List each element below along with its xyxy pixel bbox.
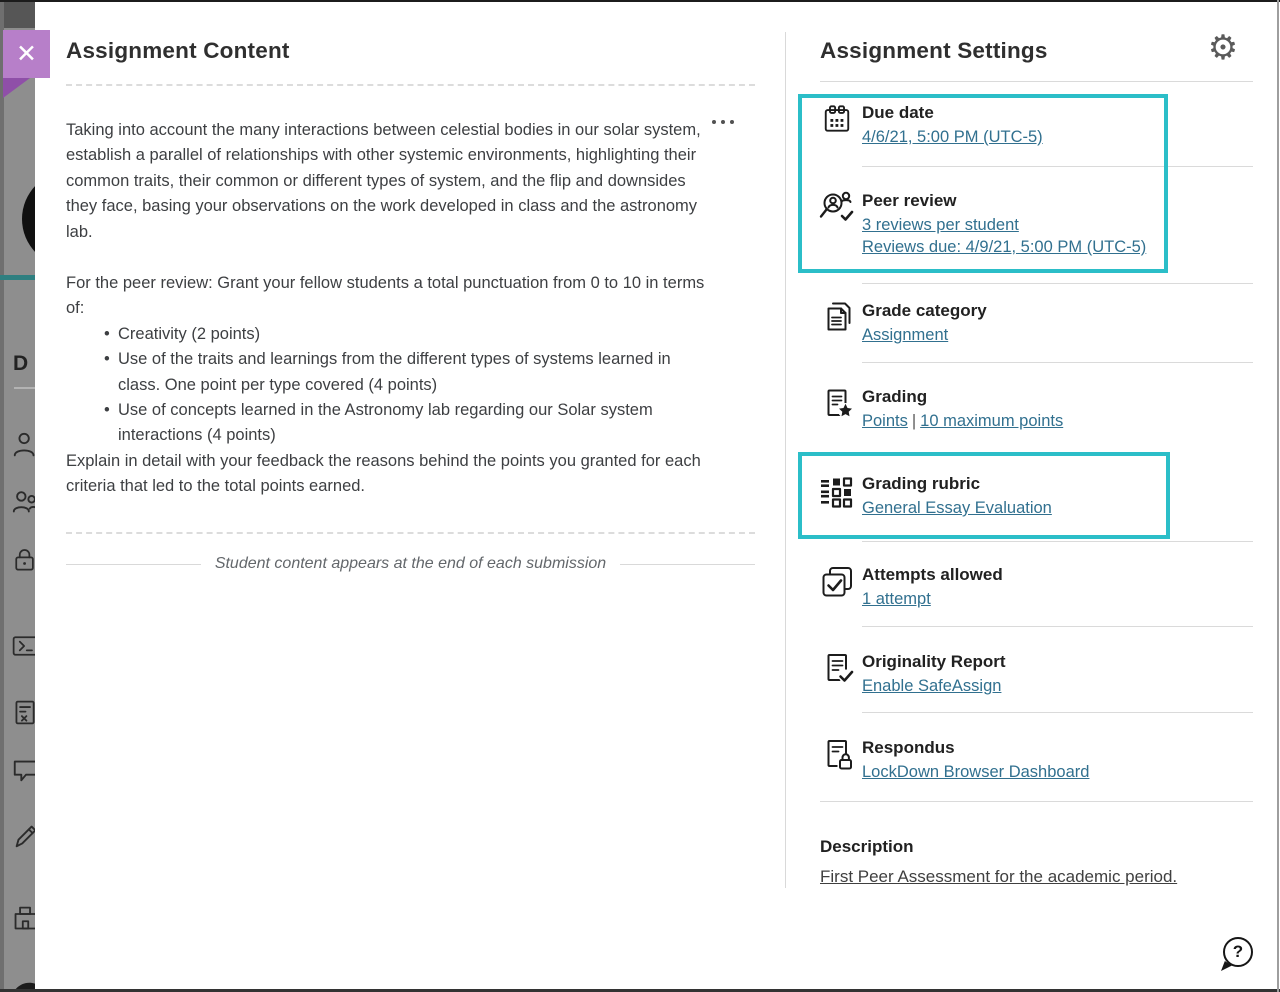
people-icon bbox=[11, 488, 35, 518]
window-right-edge bbox=[1277, 0, 1279, 992]
setting-label: Due date bbox=[862, 103, 934, 122]
due-date-link[interactable]: 4/6/21, 5:00 PM (UTC-5) bbox=[862, 128, 1043, 146]
settings-panel-title: Assignment Settings bbox=[820, 38, 1048, 63]
help-icon: ? bbox=[1223, 937, 1253, 967]
max-points-link[interactable]: 10 maximum points bbox=[920, 412, 1064, 430]
peer-review-intro: For the peer review: Grant your fellow students a total punctuation from 0 to 10 in terms of: bbox=[66, 274, 705, 318]
gear-icon[interactable]: ⚙ bbox=[1204, 28, 1242, 68]
setting-label: Grade category bbox=[862, 301, 987, 320]
lockdown-browser-link[interactable]: LockDown Browser Dashboard bbox=[862, 763, 1090, 781]
peer-review-icon bbox=[817, 188, 855, 231]
peer-review-due-link[interactable]: Reviews due: 4/9/21, 5:00 PM (UTC-5) bbox=[862, 238, 1147, 256]
setting-label: Peer review bbox=[862, 191, 957, 210]
content-header-divider bbox=[66, 84, 755, 86]
background-heading-letter: D bbox=[13, 352, 29, 375]
criteria-item: • Use of concepts learned in the Astronomy lab regarding our Solar system interactions (4 points) bbox=[118, 398, 714, 449]
window-top-edge bbox=[0, 0, 1280, 2]
background-sidebar-strip bbox=[0, 2, 35, 989]
building-icon bbox=[11, 904, 35, 934]
setting-label: Respondus bbox=[862, 738, 955, 757]
close-button[interactable] bbox=[3, 30, 50, 78]
document-x-icon bbox=[11, 698, 35, 728]
document-star-icon bbox=[822, 387, 854, 424]
setting-label: Attempts allowed bbox=[862, 565, 1003, 584]
setting-row-grade-category bbox=[820, 301, 1255, 346]
content-panel-title: Assignment Content bbox=[66, 38, 290, 63]
setting-row-attempts-allowed bbox=[820, 565, 1255, 610]
divider bbox=[620, 564, 755, 565]
document-pages-icon bbox=[822, 300, 854, 337]
content-footer-divider bbox=[66, 532, 755, 534]
student-content-note: Student content appears at the end of each submission bbox=[66, 555, 755, 573]
criteria-item: • Creativity (2 points) bbox=[118, 322, 714, 347]
criteria-item: • Use of the traits and learnings from the different types of systems learned in class. One point per type covered (4 points) bbox=[118, 347, 714, 398]
instructions-closing: Explain in detail with your feedback the reasons behind the points you granted for each criteria that led to the total points earned. bbox=[66, 451, 701, 496]
setting-label: Grading rubric bbox=[862, 474, 981, 493]
description-divider bbox=[820, 801, 1253, 802]
calendar-icon bbox=[822, 104, 852, 139]
setting-divider bbox=[862, 541, 1253, 542]
checkbox-stack-icon bbox=[820, 565, 854, 604]
grading-rubric-link[interactable]: General Essay Evaluation bbox=[862, 499, 1052, 517]
dot-icon bbox=[721, 120, 725, 124]
book-icon bbox=[11, 964, 35, 989]
instructions-paragraph: Taking into account the many interactions between celestial bodies in our solar system, establish a parallel of relationships with other systemic environments, highlighting their common traits, their common or different types of system, and the flip and downsides they face, basing your observations on the work developed in class and the astronomy lab. bbox=[66, 121, 701, 241]
criteria-list bbox=[66, 322, 714, 449]
setting-row-peer-review bbox=[820, 191, 1255, 258]
grade-category-link[interactable]: Assignment bbox=[862, 326, 949, 344]
rubric-grid-icon bbox=[820, 475, 854, 514]
divider bbox=[66, 564, 201, 565]
person-icon bbox=[11, 430, 35, 460]
code-embed-icon bbox=[11, 632, 35, 662]
panel-divider bbox=[785, 32, 786, 888]
settings-header-divider bbox=[820, 81, 1253, 82]
grading-type-link[interactable]: Points bbox=[862, 412, 908, 430]
document-lock-icon bbox=[822, 738, 854, 775]
description-label: Description bbox=[820, 837, 914, 856]
dot-icon bbox=[730, 120, 734, 124]
setting-divider bbox=[862, 626, 1253, 627]
description-link[interactable]: First Peer Assessment for the academic period. bbox=[820, 867, 1178, 886]
setting-row-grading-rubric bbox=[820, 474, 1255, 519]
help-button[interactable] bbox=[1221, 937, 1255, 971]
safeassign-link[interactable]: Enable SafeAssign bbox=[862, 677, 1002, 695]
divider bbox=[14, 387, 35, 389]
setting-row-respondus bbox=[820, 738, 1255, 783]
setting-row-grading bbox=[820, 387, 1255, 432]
teal-accent-line bbox=[0, 275, 35, 280]
assignment-instructions bbox=[66, 118, 714, 500]
document-check-icon bbox=[822, 652, 854, 689]
background-topbar bbox=[0, 2, 35, 28]
attempts-link[interactable]: 1 attempt bbox=[862, 590, 931, 608]
setting-divider bbox=[862, 166, 1253, 167]
setting-divider bbox=[862, 362, 1253, 363]
setting-divider bbox=[862, 712, 1253, 713]
link-separator: | bbox=[911, 412, 917, 430]
setting-row-originality-report bbox=[820, 652, 1255, 697]
pencil-icon bbox=[11, 820, 35, 850]
setting-label: Originality Report bbox=[862, 652, 1006, 671]
background-sidebar-edge bbox=[0, 2, 4, 989]
setting-divider bbox=[862, 283, 1253, 284]
course-avatar bbox=[22, 171, 35, 267]
lock-icon bbox=[11, 546, 35, 576]
peer-review-count-link[interactable]: 3 reviews per student bbox=[862, 216, 1019, 234]
setting-label: Grading bbox=[862, 387, 928, 406]
setting-row-due-date bbox=[820, 103, 1255, 148]
chat-bubble-icon bbox=[11, 755, 35, 785]
close-icon: ✕ bbox=[16, 39, 37, 68]
